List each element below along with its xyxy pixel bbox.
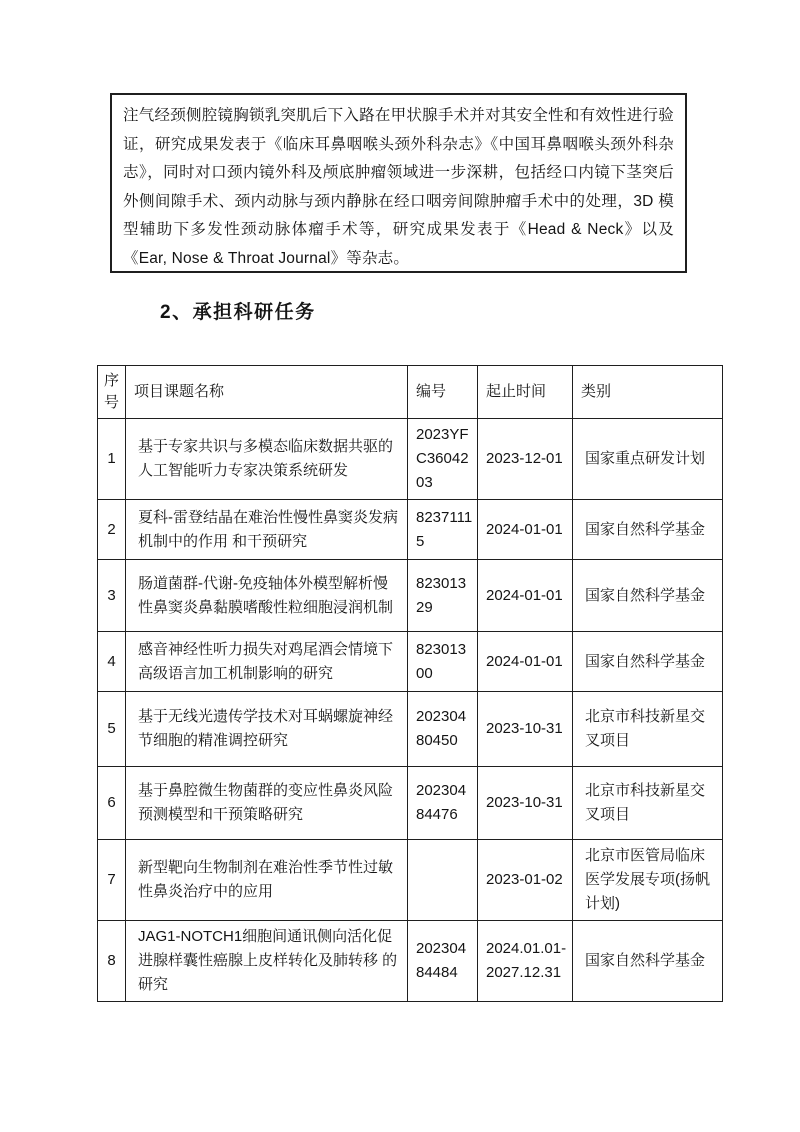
- header-cell-no: 序号: [98, 366, 126, 419]
- cell-category: 国家自然科学基金: [573, 500, 723, 560]
- cell-code: 82301300: [408, 632, 478, 692]
- cell-no: 8: [98, 921, 126, 1002]
- cell-period: 2024-01-01: [478, 632, 573, 692]
- cell-code: 82371115: [408, 500, 478, 560]
- table-row: [98, 500, 723, 560]
- section-heading: 2、承担科研任务: [160, 302, 316, 323]
- cell-title: 基于鼻腔微生物菌群的变应性鼻炎风险预测模型和干预策略研究: [126, 767, 408, 840]
- header-cell-title: 项目课题名称: [126, 366, 408, 419]
- header-cell-period: 起止时间: [478, 366, 573, 419]
- table-row: [98, 692, 723, 767]
- cell-no: 7: [98, 840, 126, 921]
- intro-paragraph: 注气经颈侧腔镜胸锁乳突肌后下入路在甲状腺手术并对其安全性和有效性进行验证，研究成果发表于《临床耳鼻咽喉头颈外科杂志》《中国耳鼻咽喉头颈外科杂志》，同时对口颈内镜外科及颅底肿瘤领域进一步深耕，包括经口内镜下茎突后外侧间隙手术、颈内动脉与颈内静脉在经口咽旁间隙肿瘤手术中的处理，3D 模型辅助下多发性颈动脉体瘤手术等，研究成果发表于《Head & Neck》以及《Ear, Nose & Throat Journal》等杂志。: [123, 107, 674, 267]
- table-header-row: [98, 366, 723, 419]
- cell-title: 夏科-雷登结晶在难治性慢性鼻窦炎发病机制中的作用 和干预研究: [126, 500, 408, 560]
- cell-no: 6: [98, 767, 126, 840]
- cell-category: 北京市科技新星交叉项目: [573, 692, 723, 767]
- header-cell-code: 编号: [408, 366, 478, 419]
- cell-category: 北京市科技新星交叉项目: [573, 767, 723, 840]
- cell-title: JAG1-NOTCH1细胞间通讯侧向活化促进腺样囊性癌腺上皮样转化及肺转移 的研究: [126, 921, 408, 1002]
- table-row: [98, 419, 723, 500]
- cell-code: 20230484484: [408, 921, 478, 1002]
- cell-no: 4: [98, 632, 126, 692]
- table-row: [98, 560, 723, 632]
- cell-title: 新型靶向生物制剂在难治性季节性过敏性鼻炎治疗中的应用: [126, 840, 408, 921]
- projects-table-body: [98, 419, 723, 1002]
- cell-code: 82301329: [408, 560, 478, 632]
- cell-category: 国家自然科学基金: [573, 632, 723, 692]
- cell-period: 2023-01-02: [478, 840, 573, 921]
- cell-title: 基于无线光遗传学技术对耳蜗螺旋神经节细胞的精准调控研究: [126, 692, 408, 767]
- cell-no: 2: [98, 500, 126, 560]
- intro-box: [110, 93, 687, 273]
- cell-period: 2023-12-01: [478, 419, 573, 500]
- projects-table: [97, 365, 723, 1002]
- table-row: [98, 632, 723, 692]
- cell-category: 国家自然科学基金: [573, 921, 723, 1002]
- cell-code: 20230480450: [408, 692, 478, 767]
- cell-no: 3: [98, 560, 126, 632]
- cell-category: 国家重点研发计划: [573, 419, 723, 500]
- cell-period: 2024-01-01: [478, 500, 573, 560]
- cell-title: 感音神经性听力损失对鸡尾酒会情境下高级语言加工机制影响的研究: [126, 632, 408, 692]
- table-row: [98, 921, 723, 1002]
- cell-no: 5: [98, 692, 126, 767]
- cell-period: 2024.01.01-2027.12.31: [478, 921, 573, 1002]
- cell-category: 国家自然科学基金: [573, 560, 723, 632]
- cell-title: 肠道菌群-代谢-免疫轴体外模型解析慢性鼻窦炎鼻黏膜嗜酸性粒细胞浸润机制: [126, 560, 408, 632]
- cell-no: 1: [98, 419, 126, 500]
- cell-period: 2023-10-31: [478, 767, 573, 840]
- cell-code: [408, 840, 478, 921]
- cell-category: 北京市医管局临床医学发展专项(扬帆计划): [573, 840, 723, 921]
- cell-period: 2024-01-01: [478, 560, 573, 632]
- table-row: [98, 767, 723, 840]
- cell-code: 2023YFC3604203: [408, 419, 478, 500]
- header-cell-category: 类别: [573, 366, 723, 419]
- cell-period: 2023-10-31: [478, 692, 573, 767]
- cell-title: 基于专家共识与多模态临床数据共驱的人工智能听力专家决策系统研发: [126, 419, 408, 500]
- table-row: [98, 840, 723, 921]
- cell-code: 20230484476: [408, 767, 478, 840]
